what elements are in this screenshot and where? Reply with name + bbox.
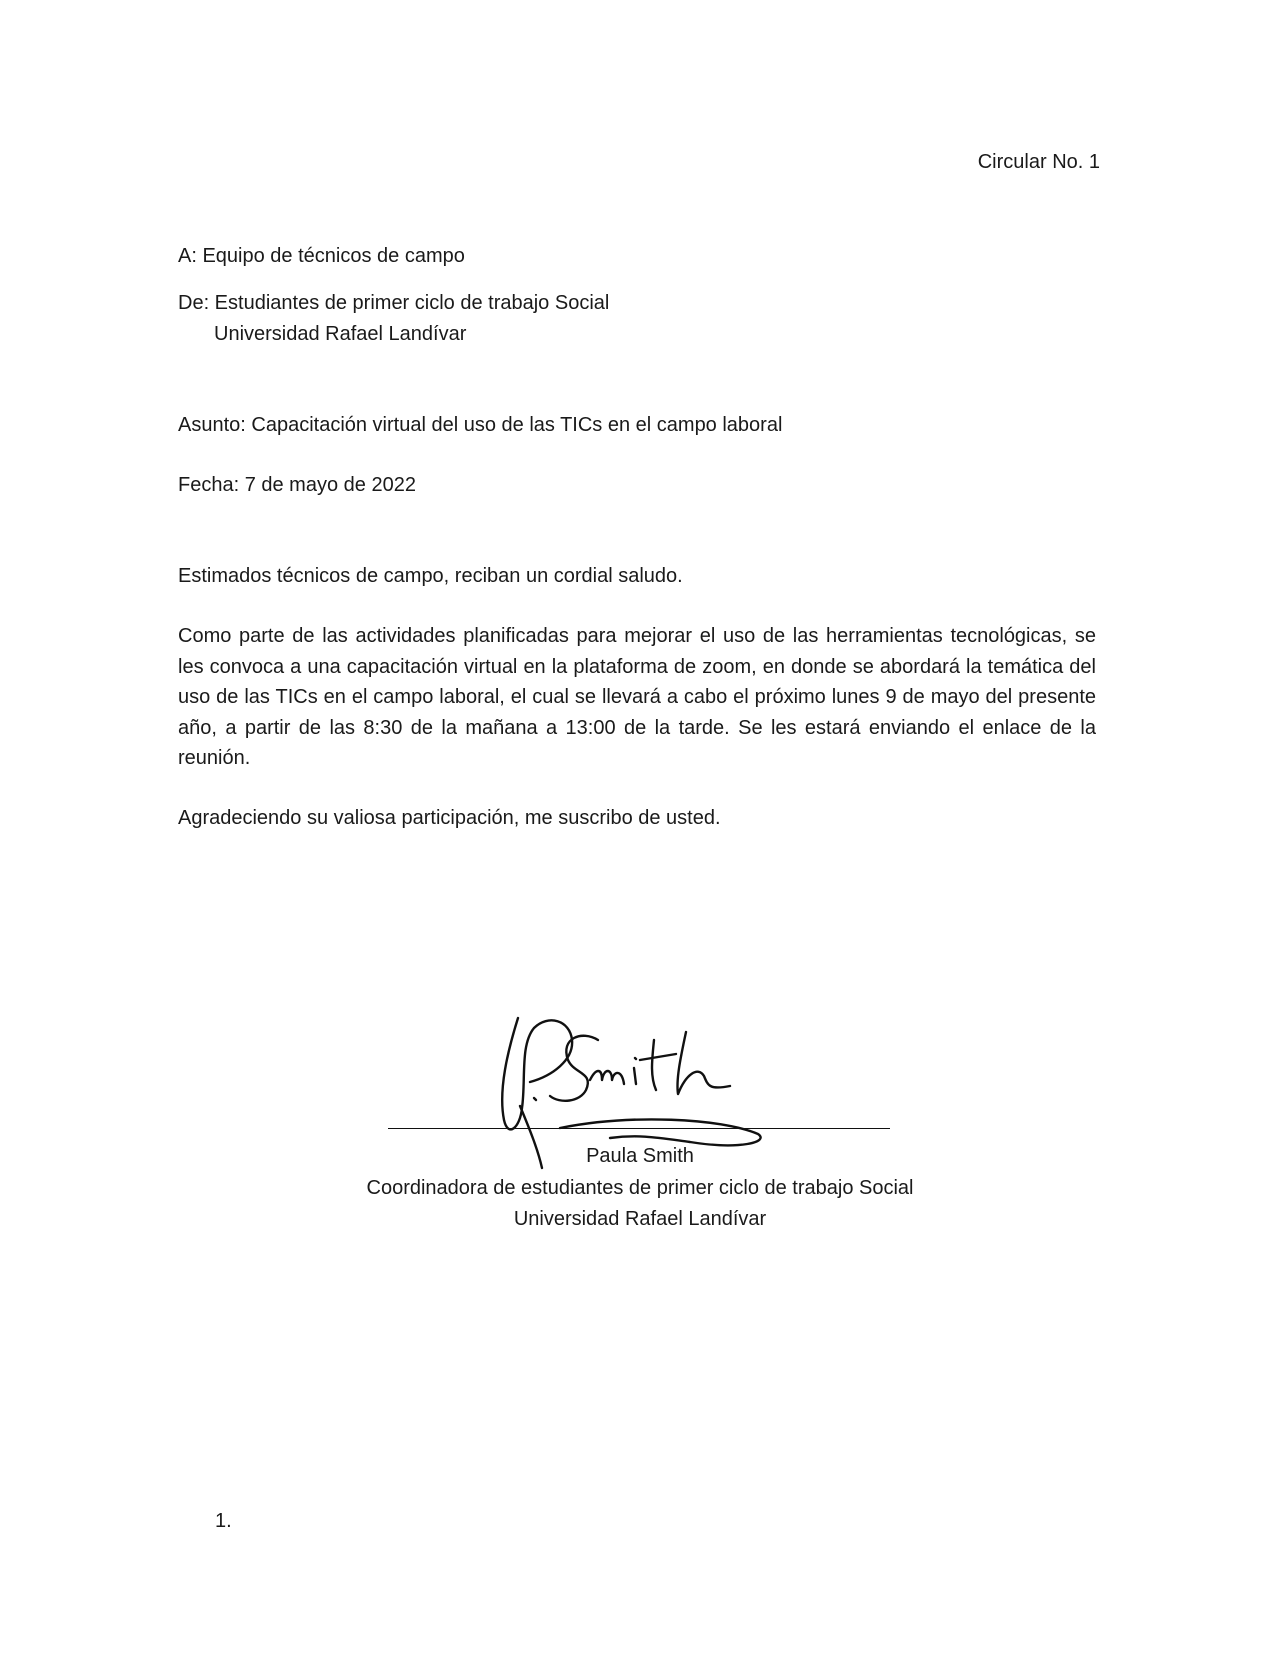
- subject-line: Asunto: Capacitación virtual del uso de las TICs en el campo laboral: [178, 414, 783, 436]
- signer-title: Coordinadora de estudiantes de primer ciclo de trabajo Social: [366, 1177, 914, 1199]
- recipient-line: A: Equipo de técnicos de campo: [178, 245, 465, 267]
- handwritten-signature-icon: [490, 1010, 800, 1170]
- circular-number: Circular No. 1: [977, 151, 1100, 173]
- signer-organization: Universidad Rafael Landívar: [513, 1208, 767, 1230]
- list-number: 1.: [215, 1510, 232, 1532]
- signature-block: [340, 1010, 940, 1230]
- body-paragraph: Como parte de las actividades planificadas para mejorar el uso de las herramientas tecnológicas, se les convoca a una capacitación virtual en la plataforma de zoom, en donde se abordará la temática del uso de las TICs en el campo laboral, el cual se llevará a cabo el próximo lunes 9 de mayo del presente año, a partir de las 8:30 de la mañana a 13:00 de la tarde. Se les estará enviando el enlace de la reunión.: [178, 625, 1096, 769]
- sender-line: De: Estudiantes de primer ciclo de trabajo Social: [178, 292, 610, 314]
- sender-organization: Universidad Rafael Landívar: [214, 323, 467, 345]
- closing-paragraph: Agradeciendo su valiosa participación, me suscribo de usted.: [178, 807, 721, 829]
- signer-name: Paula Smith: [586, 1145, 694, 1167]
- date-line: Fecha: 7 de mayo de 2022: [178, 474, 416, 496]
- greeting-paragraph: Estimados técnicos de campo, reciban un cordial saludo.: [178, 565, 683, 587]
